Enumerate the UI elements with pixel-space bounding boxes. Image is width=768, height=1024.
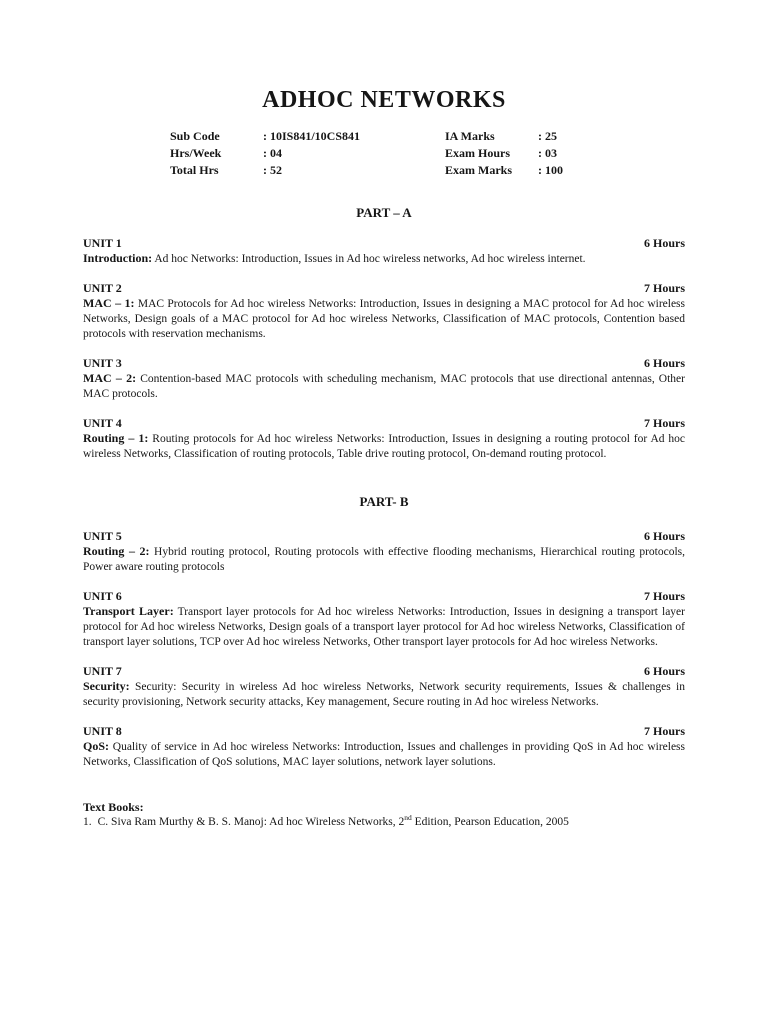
part-b-heading: PART- B xyxy=(359,494,409,509)
unit-title: UNIT 6 xyxy=(83,589,122,603)
meta-value: : 25 xyxy=(538,129,557,143)
unit-header xyxy=(83,724,685,739)
unit-description xyxy=(83,679,685,710)
course-meta-table xyxy=(83,128,685,179)
unit-title: UNIT 2 xyxy=(83,281,122,295)
unit-description xyxy=(83,431,685,462)
unit-hours: 7 Hours xyxy=(643,724,685,738)
unit-text: Security: Security in wireless Ad hoc wireless Networks, Network security requirements, Issues & challenges in security provisioning, Network security attacks, Key management, Secure routing in Ad hoc wireless Networks. xyxy=(83,681,686,708)
unit-header xyxy=(83,589,685,604)
meta-label: Sub Code xyxy=(170,129,220,143)
unit-lead: MAC – 1: xyxy=(83,296,135,310)
unit-hours: 7 Hours xyxy=(643,281,685,295)
unit-hours: 6 Hours xyxy=(643,529,685,543)
unit-header xyxy=(83,664,685,679)
meta-value: : 10IS841/10CS841 xyxy=(263,129,361,143)
unit-description xyxy=(83,251,685,267)
unit-description xyxy=(83,296,685,342)
unit-lead: Security: xyxy=(83,679,130,693)
unit-hours: 6 Hours xyxy=(643,664,685,678)
unit-text: Transport layer protocols for Ad hoc wireless Networks: Introduction, Issues in designing a transport layer protocol for Ad hoc wireless Networks, Design goals of a transport layer protocol for Ad hoc wireless Networks, Classification of transport layer solutions, TCP over Ad hoc wireless Networks, Other transport layer protocols for Ad hoc wireless Networks. xyxy=(83,606,685,648)
unit-description xyxy=(83,371,685,402)
unit-section-6 xyxy=(83,589,685,650)
textbook-text-suffix: Edition, Pearson Education, 2005 xyxy=(411,816,569,828)
unit-header xyxy=(83,416,685,431)
unit-text: Routing protocols for Ad hoc wireless Networks: Introduction, Issues in designing a routing protocol for Ad hoc wireless Networks, Classification of routing protocols, Table drive routing protocol, On-demand routing protocol. xyxy=(83,433,686,460)
unit-title: UNIT 7 xyxy=(83,664,122,678)
unit-description xyxy=(83,544,685,575)
meta-spacer xyxy=(83,162,170,179)
unit-hours: 7 Hours xyxy=(643,589,685,603)
textbook-number: 1. xyxy=(83,816,92,828)
unit-section-2 xyxy=(83,281,685,342)
unit-title: UNIT 5 xyxy=(83,529,122,543)
unit-title: UNIT 1 xyxy=(83,236,122,250)
unit-lead: QoS: xyxy=(83,739,110,753)
unit-hours: 6 Hours xyxy=(643,236,685,250)
unit-description xyxy=(83,739,685,770)
unit-section-3 xyxy=(83,356,685,402)
meta-label: Total Hrs xyxy=(170,163,219,177)
unit-text: Hybrid routing protocol, Routing protocols with effective flooding mechanisms, Hierarchical routing protocols, Power aware routing protocols xyxy=(83,546,685,573)
textbook-text: C. Siva Ram Murthy & B. S. Manoj: Ad hoc Wireless Networks, 2 xyxy=(97,816,405,828)
unit-section-4 xyxy=(83,416,685,462)
unit-lead: Routing – 1: xyxy=(83,431,149,445)
unit-hours: 6 Hours xyxy=(643,356,685,370)
part-a-heading: PART – A xyxy=(356,205,412,220)
meta-label: Exam Marks xyxy=(445,163,512,177)
unit-section-5 xyxy=(83,529,685,575)
unit-section-1 xyxy=(83,236,685,267)
meta-label: Exam Hours xyxy=(445,146,511,160)
meta-value: : 04 xyxy=(263,146,282,160)
meta-value: : 100 xyxy=(538,163,563,177)
unit-hours: 7 Hours xyxy=(643,416,685,430)
meta-label: Hrs/Week xyxy=(170,146,222,160)
unit-header xyxy=(83,529,685,544)
textbooks-section xyxy=(83,800,685,830)
meta-value: : 52 xyxy=(263,163,282,177)
meta-value: : 03 xyxy=(538,146,557,160)
textbook-item xyxy=(83,815,685,830)
unit-header xyxy=(83,236,685,251)
unit-lead: Routing – 2: xyxy=(83,544,150,558)
page-title: ADHOC NETWORKS xyxy=(262,87,506,113)
unit-lead: Transport Layer: xyxy=(83,604,174,618)
unit-lead: MAC – 2: xyxy=(83,371,137,385)
unit-description xyxy=(83,604,685,650)
unit-text: MAC Protocols for Ad hoc wireless Networks: Introduction, Issues in designing a MAC protocol for Ad hoc wireless Networks, Design goals of a MAC protocol for Ad hoc wireless Networks, Classification of MAC protocols, Contention based protocols with reservation mechanisms. xyxy=(83,298,686,340)
unit-header xyxy=(83,281,685,296)
unit-text: Contention-based MAC protocols with scheduling mechanism, MAC protocols that use directional antennas, Other MAC protocols. xyxy=(83,373,685,400)
unit-section-7 xyxy=(83,664,685,710)
unit-title: UNIT 4 xyxy=(83,416,122,430)
unit-lead: Introduction: xyxy=(83,251,153,265)
unit-text: Quality of service in Ad hoc wireless Networks: Introduction, Issues and challenges in providing QoS in Ad hoc wireless Networks, Classification of QoS solutions, MAC layer solutions, network layer solutions. xyxy=(83,741,685,768)
meta-label: IA Marks xyxy=(445,129,495,143)
meta-spacer xyxy=(83,145,170,162)
unit-header xyxy=(83,356,685,371)
unit-title: UNIT 3 xyxy=(83,356,122,370)
textbook-superscript: nd xyxy=(404,813,412,823)
unit-title: UNIT 8 xyxy=(83,724,122,738)
unit-section-8 xyxy=(83,724,685,770)
unit-text: Ad hoc Networks: Introduction, Issues in Ad hoc wireless networks, Ad hoc wireless internet. xyxy=(154,253,586,265)
textbooks-heading: Text Books: xyxy=(83,800,144,814)
meta-spacer xyxy=(83,128,170,145)
